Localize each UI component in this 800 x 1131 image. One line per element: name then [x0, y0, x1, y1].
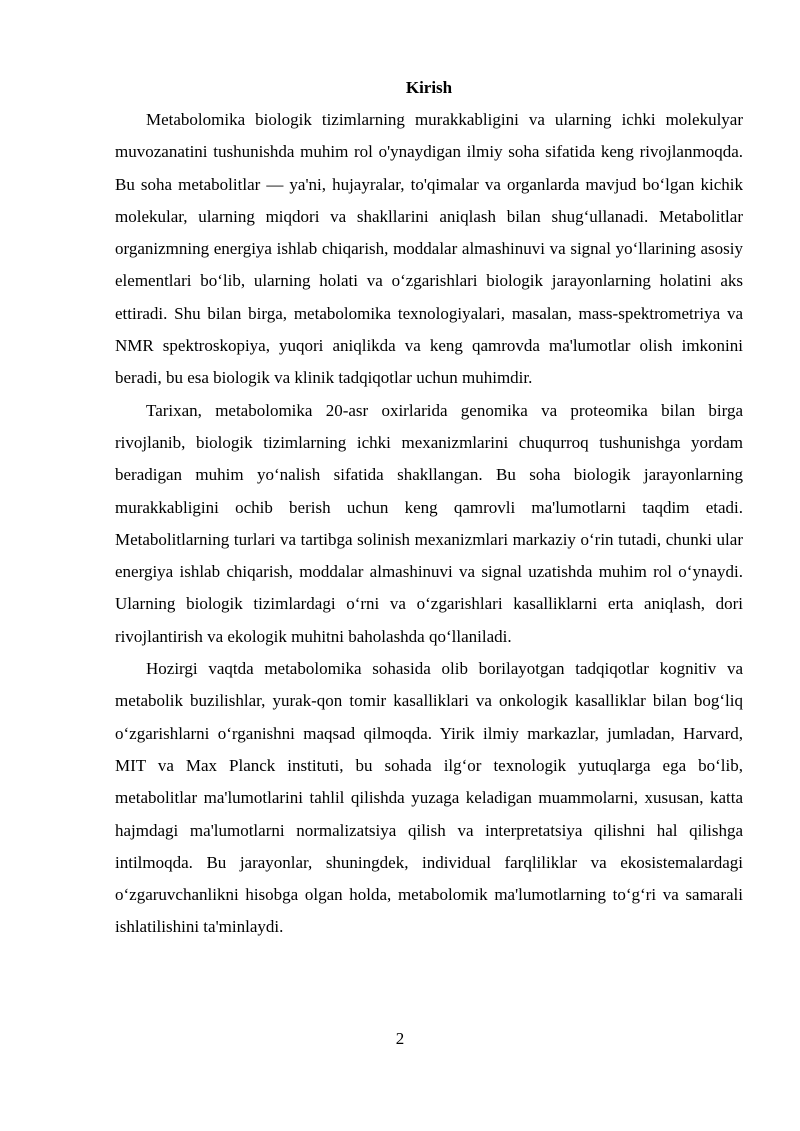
- section-title: Kirish: [405, 78, 453, 97]
- page-number: 2: [395, 1029, 405, 1048]
- paragraph-1: Metabolomika biologik tizimlarning murakkabligini va ularning ichki molekulyar muvozanatini tushunishda muhim rol o'ynaydigan ilmiy soha sifatida keng rivojlanmoqda. Bu soha metabolitlar — ya'ni, hujayralar, to'qimalar va organlarda mavjud bo‘lgan kichik molekular, ularning miqdori va shakllarini aniqlash bilan shug‘ullanadi. Metabolitlar organizmning energiya ishlab chiqarish, moddalar almashinuvi va signal yo‘llarining asosiy elementlari bo‘lib, ularning holati va o‘zgarishlari biologik jarayonlarning holatini aks ettiradi. Shu bilan birga, metabolomika texnologiyalari, masalan, mass-spektrometriya va NMR spektroskopiya, yuqori aniqlikda va keng qamrovda ma'lumotlar olish imkonini beradi, bu esa biologik va klinik tadqiqotlar uchun muhimdir.: [115, 110, 743, 388]
- document-body: [115, 72, 743, 944]
- paragraph-2: Tarixan, metabolomika 20-asr oxirlarida genomika va proteomika bilan birga rivojlanib, biologik tizimlarning ichki mexanizmlarini chuqurroq tushunishga yordam beradigan muhim yo‘nalish sifatida shakllangan. Bu soha biologik jarayonlarning murakkabligini ochib berish uchun keng qamrovli ma'lumotlarni taqdim etadi. Metabolitlarning turlari va tartibga solinish mexanizmlari markaziy o‘rin tutadi, chunki ular energiya ishlab chiqarish, moddalar almashinuvi va signal uzatishda muhim rol o‘ynaydi. Ularning biologik tizimlardagi o‘rni va o‘zgarishlari kasalliklarni erta aniqlash, dori rivojlantirish va ekologik muhitni baholashda qo‘llaniladi.: [115, 400, 743, 646]
- paragraph-3: Hozirgi vaqtda metabolomika sohasida olib borilayotgan tadqiqotlar kognitiv va metabolik buzilishlar, yurak-qon tomir kasalliklari va onkologik kasalliklar bilan bog‘liq o‘zgarishlarni o‘rganishni maqsad qilmoqda. Yirik ilmiy markazlar, jumladan, Harvard, MIT va Max Planck instituti, bu sohada ilg‘or texnologik yutuqlarga ega bo‘lib, metabolitlar ma'lumotlarini tahlil qilishda yuzaga keladigan muammolarni, xususan, katta hajmdagi ma'lumotlarni normalizatsiya qilish va interpretatsiya qilishni hal qilishga intilmoqda. Bu jarayonlar, shuningdek, individual farqliliklar va ekosistemalardagi o‘zgaruvchanlikni hisobga olgan holda, metabolomik ma'lumotlarning to‘g‘ri va samarali ishlatilishini ta'minlaydi.: [115, 659, 743, 937]
